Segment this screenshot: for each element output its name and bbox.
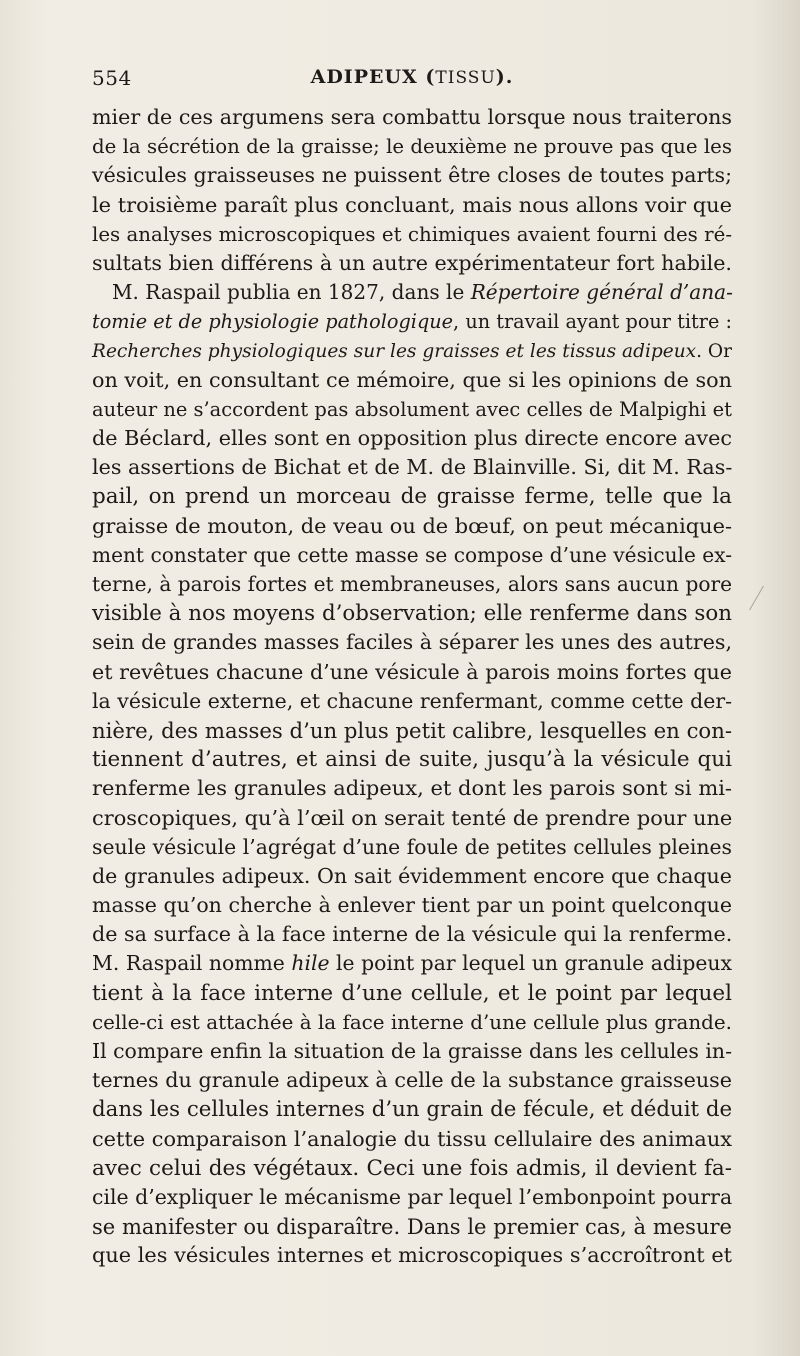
text-line <box>92 979 732 1008</box>
line-text-after-italic: , un travail ayant pour titre : <box>453 310 732 334</box>
line-text: de Béclard, elles sont en opposition plus directe encore avec <box>92 426 732 451</box>
text-line <box>92 1212 732 1241</box>
text-line <box>92 541 732 570</box>
text-line <box>92 920 732 949</box>
text-line <box>92 220 732 249</box>
text-line <box>92 1241 732 1270</box>
line-text: renferme les granules adipeux, et dont les parois sont si mi- <box>92 776 732 801</box>
margin-pencil-mark <box>749 586 780 610</box>
text-line <box>92 716 732 745</box>
line-text-after-italic: . Or <box>696 340 732 362</box>
line-text: visible à nos moyens d’observation; elle renferme dans son <box>92 601 732 627</box>
line-text: tiennent d’autres, et ainsi de suite, jusqu’à la vésicule qui <box>92 747 732 773</box>
line-text: graisse de mouton, de veau ou de bœuf, on peut mécanique- <box>92 513 732 538</box>
body-text <box>92 103 732 1271</box>
line-text: de granules adipeux. On sait évidemment encore que chaque <box>92 863 732 888</box>
line-text: tient à la face interne d’une cellule, et le point par lequel <box>92 980 732 1006</box>
line-text: seule vésicule l’agrégat d’une foule de petites cellules pleines <box>92 834 732 859</box>
line-text: ment constater que cette masse se compose d’une vésicule ex- <box>92 542 732 567</box>
line-text: sultats bien différens à un autre expérimentateur fort habile. <box>92 250 732 275</box>
text-line <box>92 307 732 336</box>
line-text: terne, à parois fortes et membraneuses, alors sans aucun pore <box>92 572 732 596</box>
line-text: cette comparaison l’analogie du tissu cellulaire des animaux <box>92 1126 732 1151</box>
running-head-subtitle: TISSU <box>435 68 496 88</box>
text-line <box>92 628 732 657</box>
running-head <box>92 66 732 88</box>
text-line <box>92 1095 732 1124</box>
text-line <box>92 337 732 366</box>
running-head-paren-open: ( <box>425 66 436 88</box>
line-text: avec celui des végétaux. Ceci une fois admis, il devient fa- <box>92 1155 732 1181</box>
italic-title: hile <box>291 951 330 976</box>
line-text: auteur ne s’accordent pas absolument avec celles de Malpighi et <box>92 397 732 421</box>
text-line <box>92 1125 732 1154</box>
text-line <box>92 278 732 307</box>
text-line <box>92 395 732 424</box>
line-text: vésicules graisseuses ne puissent être closes de toutes parts; <box>92 163 732 188</box>
line-text-before-italic: M. Raspail publia en 1827, dans le <box>112 280 471 305</box>
line-text: le troisième paraît plus concluant, mais nous allons voir que <box>92 192 732 217</box>
text-line <box>92 191 732 220</box>
text-line <box>92 453 732 482</box>
line-text: la vésicule externe, et chacune renfermant, comme cette der- <box>92 688 732 713</box>
text-line <box>92 658 732 687</box>
line-text: sein de grandes masses faciles à séparer les unes des autres, <box>92 630 732 655</box>
line-text: on voit, en consultant ce mémoire, que si les opinions de son <box>92 367 732 392</box>
line-text: et revêtues chacune d’une vésicule à parois moins fortes que <box>92 659 732 684</box>
page-number: 554 <box>92 66 132 90</box>
line-text: ternes du granule adipeux à celle de la substance graisseuse <box>92 1068 732 1093</box>
text-line <box>92 103 732 132</box>
text-line <box>92 249 732 278</box>
line-text: nière, des masses d’un plus petit calibre, lesquelles en con- <box>92 717 732 743</box>
text-line <box>92 1154 732 1183</box>
line-text: de sa surface à la face interne de la vésicule qui la renferme. <box>92 922 733 947</box>
text-line <box>92 482 732 511</box>
text-line <box>92 1037 732 1066</box>
text-line <box>92 132 732 161</box>
line-text: pail, on prend un morceau de graisse ferme, telle que la <box>92 484 732 510</box>
text-line <box>92 570 732 599</box>
text-line <box>92 833 732 862</box>
line-text: masse qu’on cherche à enlever tient par un point quelconque <box>92 893 732 918</box>
text-line <box>92 161 732 190</box>
line-text: croscopiques, qu’à l’œil on serait tenté de prendre pour une <box>92 805 733 830</box>
page-header <box>92 66 732 96</box>
line-text: que les vésicules internes et microscopiques s’accroîtront et <box>92 1243 732 1268</box>
text-line <box>92 745 732 774</box>
italic-title: Répertoire général d’ana- <box>470 280 733 305</box>
line-text: se manifester ou disparaître. Dans le premier cas, à mesure <box>92 1214 732 1240</box>
line-text-before-italic: M. Raspail nomme <box>92 951 292 976</box>
text-line <box>92 1066 732 1095</box>
italic-title: Recherches physiologiques sur les graisses et les tissus adipeux <box>92 340 697 362</box>
italic-title: tomie et de physiologie pathologique <box>92 310 454 334</box>
text-line <box>92 599 732 628</box>
text-line <box>92 1008 732 1037</box>
text-line <box>92 424 732 453</box>
text-line <box>92 687 732 716</box>
text-line <box>92 862 732 891</box>
text-line <box>92 891 732 920</box>
text-line <box>92 774 732 803</box>
text-line <box>92 804 732 833</box>
running-head-title: ADIPEUX <box>310 66 418 88</box>
text-line <box>92 1183 732 1212</box>
line-text-after-italic: le point par lequel un granule adipeux <box>329 951 732 976</box>
line-text: cile d’expliquer le mécanisme par lequel l’embonpoint pourra <box>92 1184 733 1209</box>
line-text: dans les cellules internes d’un grain de fécule, et déduit de <box>92 1097 733 1123</box>
line-text: celle-ci est attachée à la face interne d’une cellule plus grande. <box>92 1010 732 1034</box>
text-line <box>92 366 732 395</box>
running-head-paren-close: ). <box>495 66 514 88</box>
text-line <box>92 512 732 541</box>
line-text: mier de ces argumens sera combattu lorsque nous traiterons <box>92 105 732 129</box>
line-text: les assertions de Bichat et de M. de Blainville. Si, dit M. Ras- <box>92 455 733 480</box>
line-text: les analyses microscopiques et chimiques avaient fourni des ré- <box>92 222 732 246</box>
text-line <box>92 949 732 978</box>
line-text: de la sécrétion de la graisse; le deuxième ne prouve pas que les <box>92 135 732 159</box>
line-text: Il compare enfin la situation de la graisse dans les cellules in- <box>92 1039 732 1063</box>
